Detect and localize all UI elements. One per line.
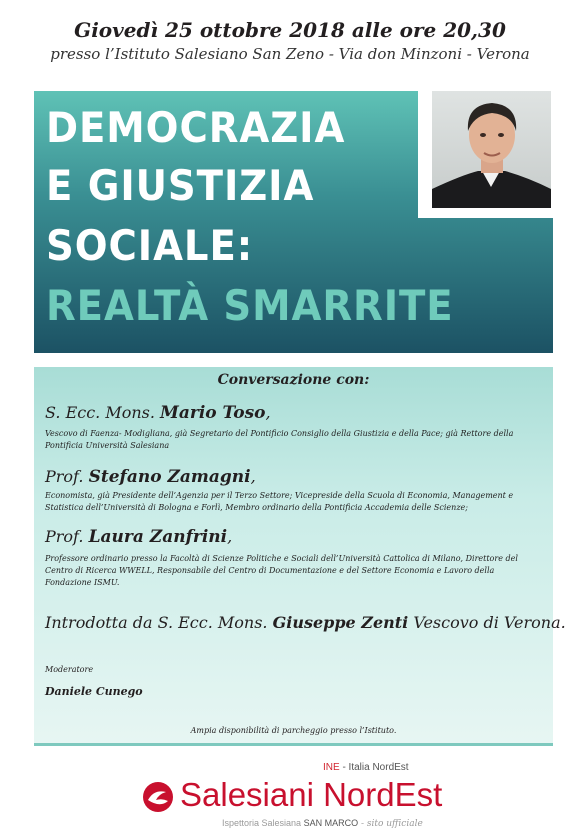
ine-region: - Italia NordEst [339, 762, 409, 773]
panel-divider [34, 743, 553, 746]
speaker-2-description: Economista, già Presidente dell’Agenzia per il Terzo Settore; Vicepreside della Scuola di Economia, Management e Statistica dell’Università di Bologna e Forlì, Membro ordinario della Pontificia Accademia delle Scienze; [45, 491, 514, 512]
intro-suffix: Vescovo di Verona. [413, 613, 566, 632]
speaker-1-description: Vescovo di Faenza- Modigliana, già Segretario del Pontificio Consiglio della Giustizia e della Pace; già Rettore della Pontificia Università Salesiana [45, 429, 514, 450]
portrait-image [432, 91, 551, 208]
speaker-3: Prof. Laura Zanfrini, [45, 527, 233, 547]
title-line-1: DEMOCRAZIA [46, 103, 346, 152]
speaker-3-name: Laura Zanfrini [88, 527, 228, 547]
event-date: Giovedì 25 ottobre 2018 alle ore 20,30 [74, 18, 506, 42]
salesiani-logo-icon [142, 781, 174, 813]
title-line-2: E GIUSTIZIA [46, 161, 315, 210]
moderator-label: Moderatore [45, 665, 94, 674]
title-line-3: SOCIALE: [46, 221, 254, 270]
speaker-2-prefix: Prof. [45, 467, 84, 486]
speaker-3-description: Professore ordinario presso la Facoltà di Scienze Politiche e Sociali dell’Università Cattolica di Milano, Direttore del Centro di Ricerca WWELL, Responsabile del Centro di Documentazione e del Settore Economia e Lavoro della Fondazione ISMU. [45, 554, 518, 587]
brand-name: Salesiani NordEst [180, 776, 443, 813]
tagline-post: - sito ufficiale [358, 819, 423, 829]
introduction-line [45, 613, 566, 632]
speaker-1-prefix: S. Ecc. Mons. [45, 403, 155, 422]
brand-tagline [222, 818, 423, 829]
tagline-pre: Ispettoria Salesiana [222, 818, 304, 828]
intro-name: Giuseppe Zenti [272, 613, 409, 632]
title-line-4: REALTÀ SMARRITE [46, 281, 454, 330]
speaker-2: Prof. Stefano Zamagni, [45, 467, 256, 487]
speaker-1-name: Mario Toso [160, 403, 266, 423]
intro-prefix: Introdotta da S. Ecc. Mons. [45, 613, 268, 632]
tagline-bold: SAN MARCO [303, 818, 359, 828]
ine-code: INE [323, 762, 340, 773]
speaker-2-name: Stefano Zamagni [88, 467, 251, 487]
event-venue: presso l’Istituto Salesiano San Zeno - Via don Minzoni - Verona [50, 45, 530, 63]
speaker-3-prefix: Prof. [45, 527, 84, 546]
ine-label [323, 762, 409, 773]
speaker-1: S. Ecc. Mons. Mario Toso, [45, 403, 271, 423]
parking-note: Ampia disponibilità di parcheggio presso l’Istituto. [190, 726, 397, 735]
moderator-name: Daniele Cunego [45, 685, 143, 698]
conversation-heading: Conversazione con: [217, 372, 370, 388]
